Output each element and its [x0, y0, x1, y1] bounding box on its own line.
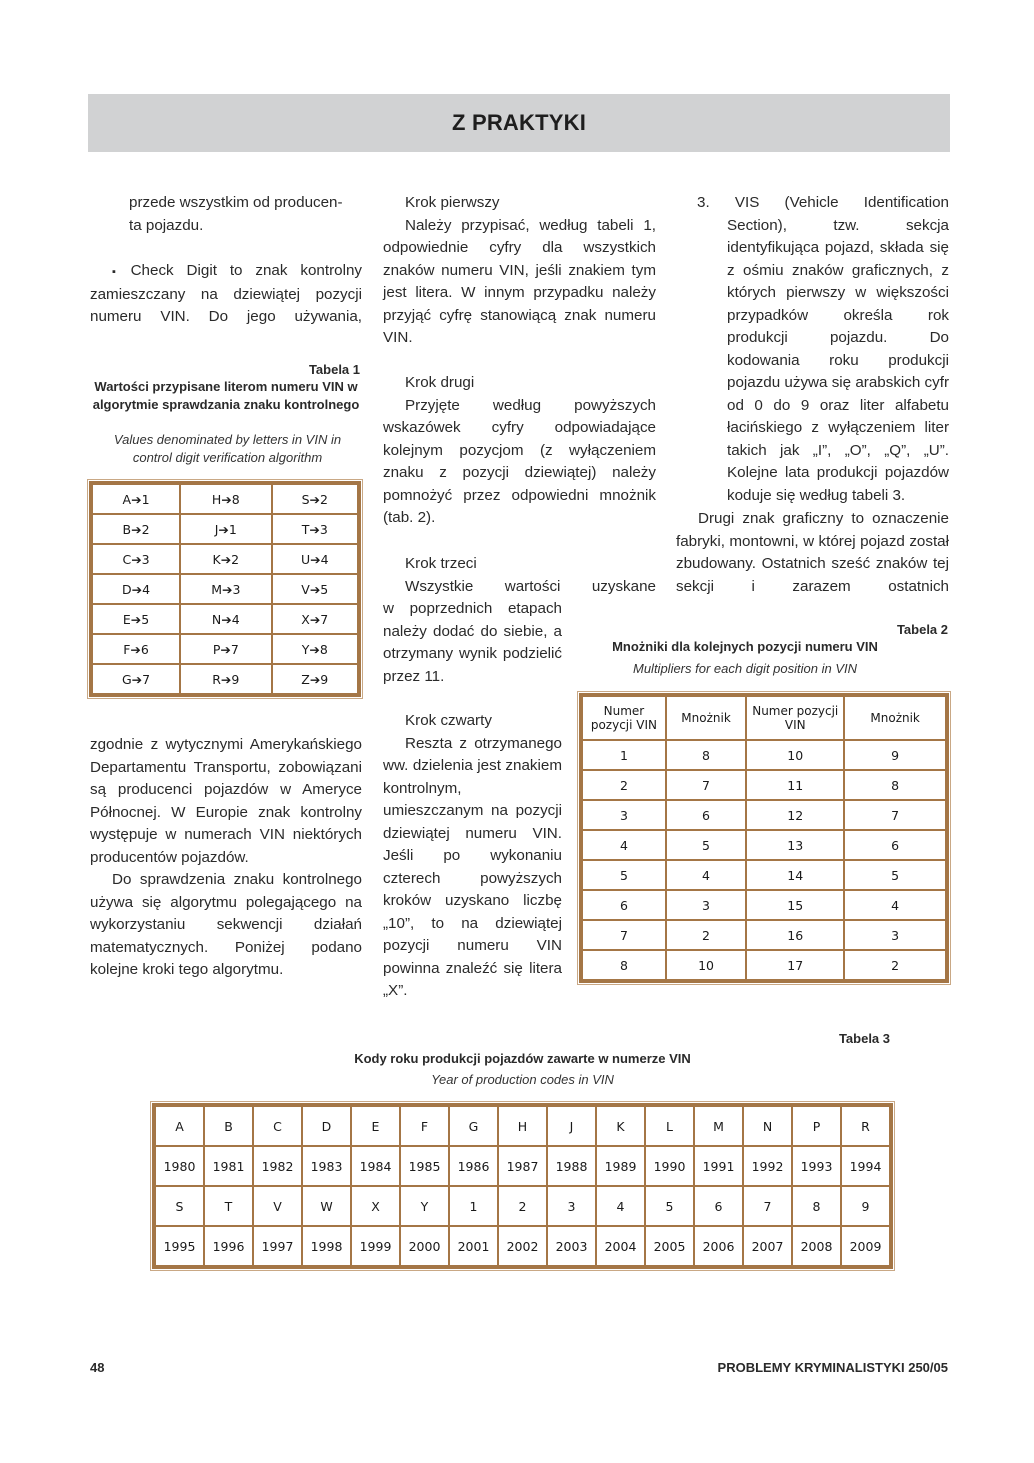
table-cell: D [303, 1107, 350, 1145]
table-cell: J [548, 1107, 595, 1145]
table-cell: 1992 [744, 1147, 791, 1185]
step2-title: Krok drugi [405, 374, 475, 391]
column2-step-3 [383, 553, 656, 598]
section-title: Z PRAKTYKI [452, 110, 586, 135]
table3-year-codes [152, 1103, 893, 1269]
table-cell: X [352, 1187, 399, 1225]
table-cell: C [254, 1107, 301, 1145]
table-cell: 15 [747, 891, 843, 919]
table-cell: 5 [583, 861, 665, 889]
table-cell: J➔1 [181, 515, 270, 543]
intro-text [129, 192, 362, 237]
table-cell: B➔2 [93, 515, 179, 543]
table-row [93, 485, 357, 513]
table-cell: T➔3 [273, 515, 357, 543]
header-multiplier: Mnożnik [845, 697, 945, 739]
table-cell: 2003 [548, 1227, 595, 1265]
table-cell: G➔7 [93, 665, 179, 693]
column2-step-3-cont [383, 598, 562, 688]
table-cell: 10 [747, 741, 843, 769]
table-cell: 5 [667, 831, 745, 859]
column1-body [90, 734, 362, 982]
table-cell: B [205, 1107, 252, 1145]
table-cell: 1993 [793, 1147, 840, 1185]
table-cell: 1984 [352, 1147, 399, 1185]
table-row [156, 1227, 889, 1265]
table3-title-en: Year of production codes in VIN [431, 1072, 614, 1087]
table-cell: 1989 [597, 1147, 644, 1185]
table-row [156, 1187, 889, 1225]
table-cell: 3 [845, 921, 945, 949]
journal-title: PROBLEMY KRYMINALISTYKI 250/05 [717, 1360, 948, 1375]
table-cell: 2005 [646, 1227, 693, 1265]
table-cell: M➔3 [181, 575, 270, 603]
table-cell: V➔5 [273, 575, 357, 603]
table-cell: R [842, 1107, 889, 1145]
page-number: 48 [90, 1360, 105, 1375]
intro-line-2: ta pojazdu. [129, 216, 204, 234]
table-cell: 7 [744, 1187, 791, 1225]
column2-step-4 [383, 710, 562, 1003]
table-cell: G [450, 1107, 497, 1145]
table-cell: U➔4 [273, 545, 357, 573]
table-cell: V [254, 1187, 301, 1225]
table3-title-pl: Kody roku produkcji pojazdów zawarte w numerze VIN [354, 1051, 691, 1066]
header-position: Numer pozycji VIN [747, 697, 843, 739]
table-cell: T [205, 1187, 252, 1225]
table-cell: 1981 [205, 1147, 252, 1185]
table-cell: F➔6 [93, 635, 179, 663]
table2-title-en: Multipliers for each digit position in VIN [633, 661, 857, 676]
table-row [583, 861, 945, 889]
table-cell: 8 [793, 1187, 840, 1225]
table-cell: 4 [583, 831, 665, 859]
table-cell: 1999 [352, 1227, 399, 1265]
table-row [583, 831, 945, 859]
table-cell: P [793, 1107, 840, 1145]
step4-title: Krok czwarty [405, 712, 492, 729]
table-row [93, 545, 357, 573]
dot-guidelines-paragraph: zgodnie z wytycznymi Amerykańskiego Departamentu Transportu, zobowiązani są producenci pojazdów w Ameryce Północnej. W Europie znak kontrolny występuje w numerach VIN niektórych producentów pojazdów. [90, 736, 362, 866]
table-cell: S [156, 1187, 203, 1225]
table-cell: S➔2 [273, 485, 357, 513]
table-cell: 9 [842, 1187, 889, 1225]
table-cell: R➔9 [181, 665, 270, 693]
algorithm-intro-paragraph: Do sprawdzenia znaku kontrolnego używa się algorytmu polegającego na wykorzystaniu sekwencji działań matematycznych. Poniżej podano kolejne kroki tego algorytmu. [90, 871, 362, 978]
table-cell: 2006 [695, 1227, 742, 1265]
table-cell: 16 [747, 921, 843, 949]
table-cell: 4 [667, 861, 745, 889]
table-cell: 3 [667, 891, 745, 919]
table-cell: 1983 [303, 1147, 350, 1185]
table-cell: K [597, 1107, 644, 1145]
table3-label: Tabela 3 [838, 1031, 890, 1046]
table-cell: 2004 [597, 1227, 644, 1265]
table-cell: L [646, 1107, 693, 1145]
table-cell: 10 [667, 951, 745, 979]
table-cell: 2008 [793, 1227, 840, 1265]
check-digit-text: Check Digit to znak kontrolny zamieszczany na dziewiątej pozycji numeru VIN. Do jego używania, [90, 262, 362, 325]
step3-first-line: Wszystkie wartości uzyskane [405, 577, 656, 595]
table-cell: 6 [667, 801, 745, 829]
table-cell: 1982 [254, 1147, 301, 1185]
table-cell: 1998 [303, 1227, 350, 1265]
table-cell: 3 [583, 801, 665, 829]
table1-title-pl: Wartości przypisane literom numeru VIN w algorytmie sprawdzania znaku kontrolnego [92, 379, 360, 412]
table-cell: M [695, 1107, 742, 1145]
table-cell: K➔2 [181, 545, 270, 573]
table-cell: 3 [548, 1187, 595, 1225]
table-row [583, 921, 945, 949]
table-row [93, 605, 357, 633]
table-cell: 1988 [548, 1147, 595, 1185]
vis-para-text: Drugi znak graficzny to oznaczenie fabryki, montowni, w której pojazd został zbudowany. Ostatnich sześć znaków tej sekcji i zarazem ostatnich [676, 510, 949, 595]
section-header-banner [88, 94, 950, 152]
table-cell: 1 [583, 741, 665, 769]
column2-steps-1-2 [383, 192, 656, 530]
table-cell: 4 [845, 891, 945, 919]
table-cell: 1991 [695, 1147, 742, 1185]
table-cell: D➔4 [93, 575, 179, 603]
table-cell: 5 [646, 1187, 693, 1225]
table-cell: 1 [450, 1187, 497, 1225]
table-cell: 6 [695, 1187, 742, 1225]
table-cell: 2 [583, 771, 665, 799]
check-digit-paragraph [90, 260, 362, 329]
table-cell: H [499, 1107, 546, 1145]
table-cell: 4 [597, 1187, 644, 1225]
table-cell: H➔8 [181, 485, 270, 513]
table-cell: 2 [667, 921, 745, 949]
table2-title-pl: Mnożniki dla kolejnych pozycji numeru VIN [612, 639, 878, 654]
table-cell: 12 [747, 801, 843, 829]
table2-multipliers [579, 693, 949, 983]
table1-label: Tabela 1 [308, 362, 360, 377]
table-row [93, 665, 357, 693]
table1-title-en: Values denominated by letters in VIN in control digit verification algorithm [113, 432, 342, 465]
table-row [93, 515, 357, 543]
table-cell: P➔7 [181, 635, 270, 663]
table-cell: 2007 [744, 1227, 791, 1265]
vis-paragraph [676, 508, 949, 598]
table-cell: 2 [845, 951, 945, 979]
table-row [583, 741, 945, 769]
table-cell: E [352, 1107, 399, 1145]
table-cell: 2000 [401, 1227, 448, 1265]
table-cell: X➔7 [273, 605, 357, 633]
table-row [583, 801, 945, 829]
table-cell: F [401, 1107, 448, 1145]
table-cell: 6 [583, 891, 665, 919]
step3-title: Krok trzeci [405, 555, 477, 572]
step3-text: w poprzednich etapach należy dodać do siebie, a otrzymany wynik podzielić przez 11. [383, 600, 562, 685]
table-cell: 14 [747, 861, 843, 889]
table-cell: 8 [845, 771, 945, 799]
table-cell: 1990 [646, 1147, 693, 1185]
table-cell: 1986 [450, 1147, 497, 1185]
table-cell: 8 [667, 741, 745, 769]
table-cell: 1995 [156, 1227, 203, 1265]
table-cell: 7 [583, 921, 665, 949]
table-cell: Z➔9 [273, 665, 357, 693]
table-row [156, 1107, 889, 1145]
table-cell: 6 [845, 831, 945, 859]
table-cell: 7 [667, 771, 745, 799]
table-header-row [583, 697, 945, 739]
table-cell: 7 [845, 801, 945, 829]
table-cell: 9 [845, 741, 945, 769]
step4-text: Reszta z otrzymanego ww. dzielenia jest znakiem kontrolnym, umieszczanym na pozycji dziewiątej numeru VIN. Jeśli po wykonaniu czterech powyższych kroków uzyskano liczbę „10”, to na dziewiątej pozycji numeru VIN powinna znaleźć się litera „X”. [383, 734, 562, 999]
table-row [583, 771, 945, 799]
step1-title: Krok pierwszy [405, 194, 500, 211]
table-row [583, 891, 945, 919]
step1-text: Należy przypisać, według tabeli 1, odpowiednie cyfry dla wszystkich znaków numeru VIN, jeśli znakiem tym jest litera. W innym przypadku należy przyjąć cyfrę stanowiącą znak numeru VIN. [383, 216, 656, 346]
table-cell: 1994 [842, 1147, 889, 1185]
table-cell: 2 [499, 1187, 546, 1225]
table-row [93, 575, 357, 603]
table-row [583, 951, 945, 979]
table-cell: 5 [845, 861, 945, 889]
table-cell: 1997 [254, 1227, 301, 1265]
table-cell: 17 [747, 951, 843, 979]
table2-label: Tabela 2 [896, 622, 948, 637]
table-cell: N➔4 [181, 605, 270, 633]
table-cell: A➔1 [93, 485, 179, 513]
table-cell: 1980 [156, 1147, 203, 1185]
table-cell: 11 [747, 771, 843, 799]
intro-line-1: przede wszystkim od producen- [129, 194, 343, 211]
table-row [93, 635, 357, 663]
table1-letter-values [89, 481, 361, 697]
header-multiplier: Mnożnik [667, 697, 745, 739]
table-cell: 1985 [401, 1147, 448, 1185]
table-cell: 2009 [842, 1227, 889, 1265]
table-cell: Y➔8 [273, 635, 357, 663]
table-cell: E➔5 [93, 605, 179, 633]
table-cell: 1996 [205, 1227, 252, 1265]
table-row [156, 1147, 889, 1185]
step2-text: Przyjęte według powyższych wskazówek cyfry odpowiadające kolejnym pozycjom (z wyłączeniem znaku z pozycji dziewiątej) należy pomnożyć przez odpowiedni mnożnik (tab. 2). [383, 396, 656, 526]
header-position: Numer pozycji VIN [583, 697, 665, 739]
table-cell: 1987 [499, 1147, 546, 1185]
table-cell: Y [401, 1187, 448, 1225]
vis-item-text: 3. VIS (Vehicle Identification Section), tzw. sekcja identyfikująca pojazd, składa się z ośmiu znaków graficznych, z których pierwszy w większości przypadków określa rok produkcji pojazdu. Do kodowania roku produkcji pojazdu używa się arabskich cyfr od 0 do 9 oraz liter alfabetu łacińskiego z wyłączeniem liter takich jak „I”, „O”, „Q”, „U”. Kolejne lata produkcji pojazdów koduje się według tabeli 3. [697, 194, 950, 504]
table-cell: N [744, 1107, 791, 1145]
table-cell: 2001 [450, 1227, 497, 1265]
table-cell: W [303, 1187, 350, 1225]
table-cell: 2002 [499, 1227, 546, 1265]
table-cell: C➔3 [93, 545, 179, 573]
vis-list-item [697, 192, 949, 507]
bullet-marker-icon: ▪ [112, 266, 125, 278]
table-cell: 13 [747, 831, 843, 859]
table-cell: 8 [583, 951, 665, 979]
table-cell: A [156, 1107, 203, 1145]
